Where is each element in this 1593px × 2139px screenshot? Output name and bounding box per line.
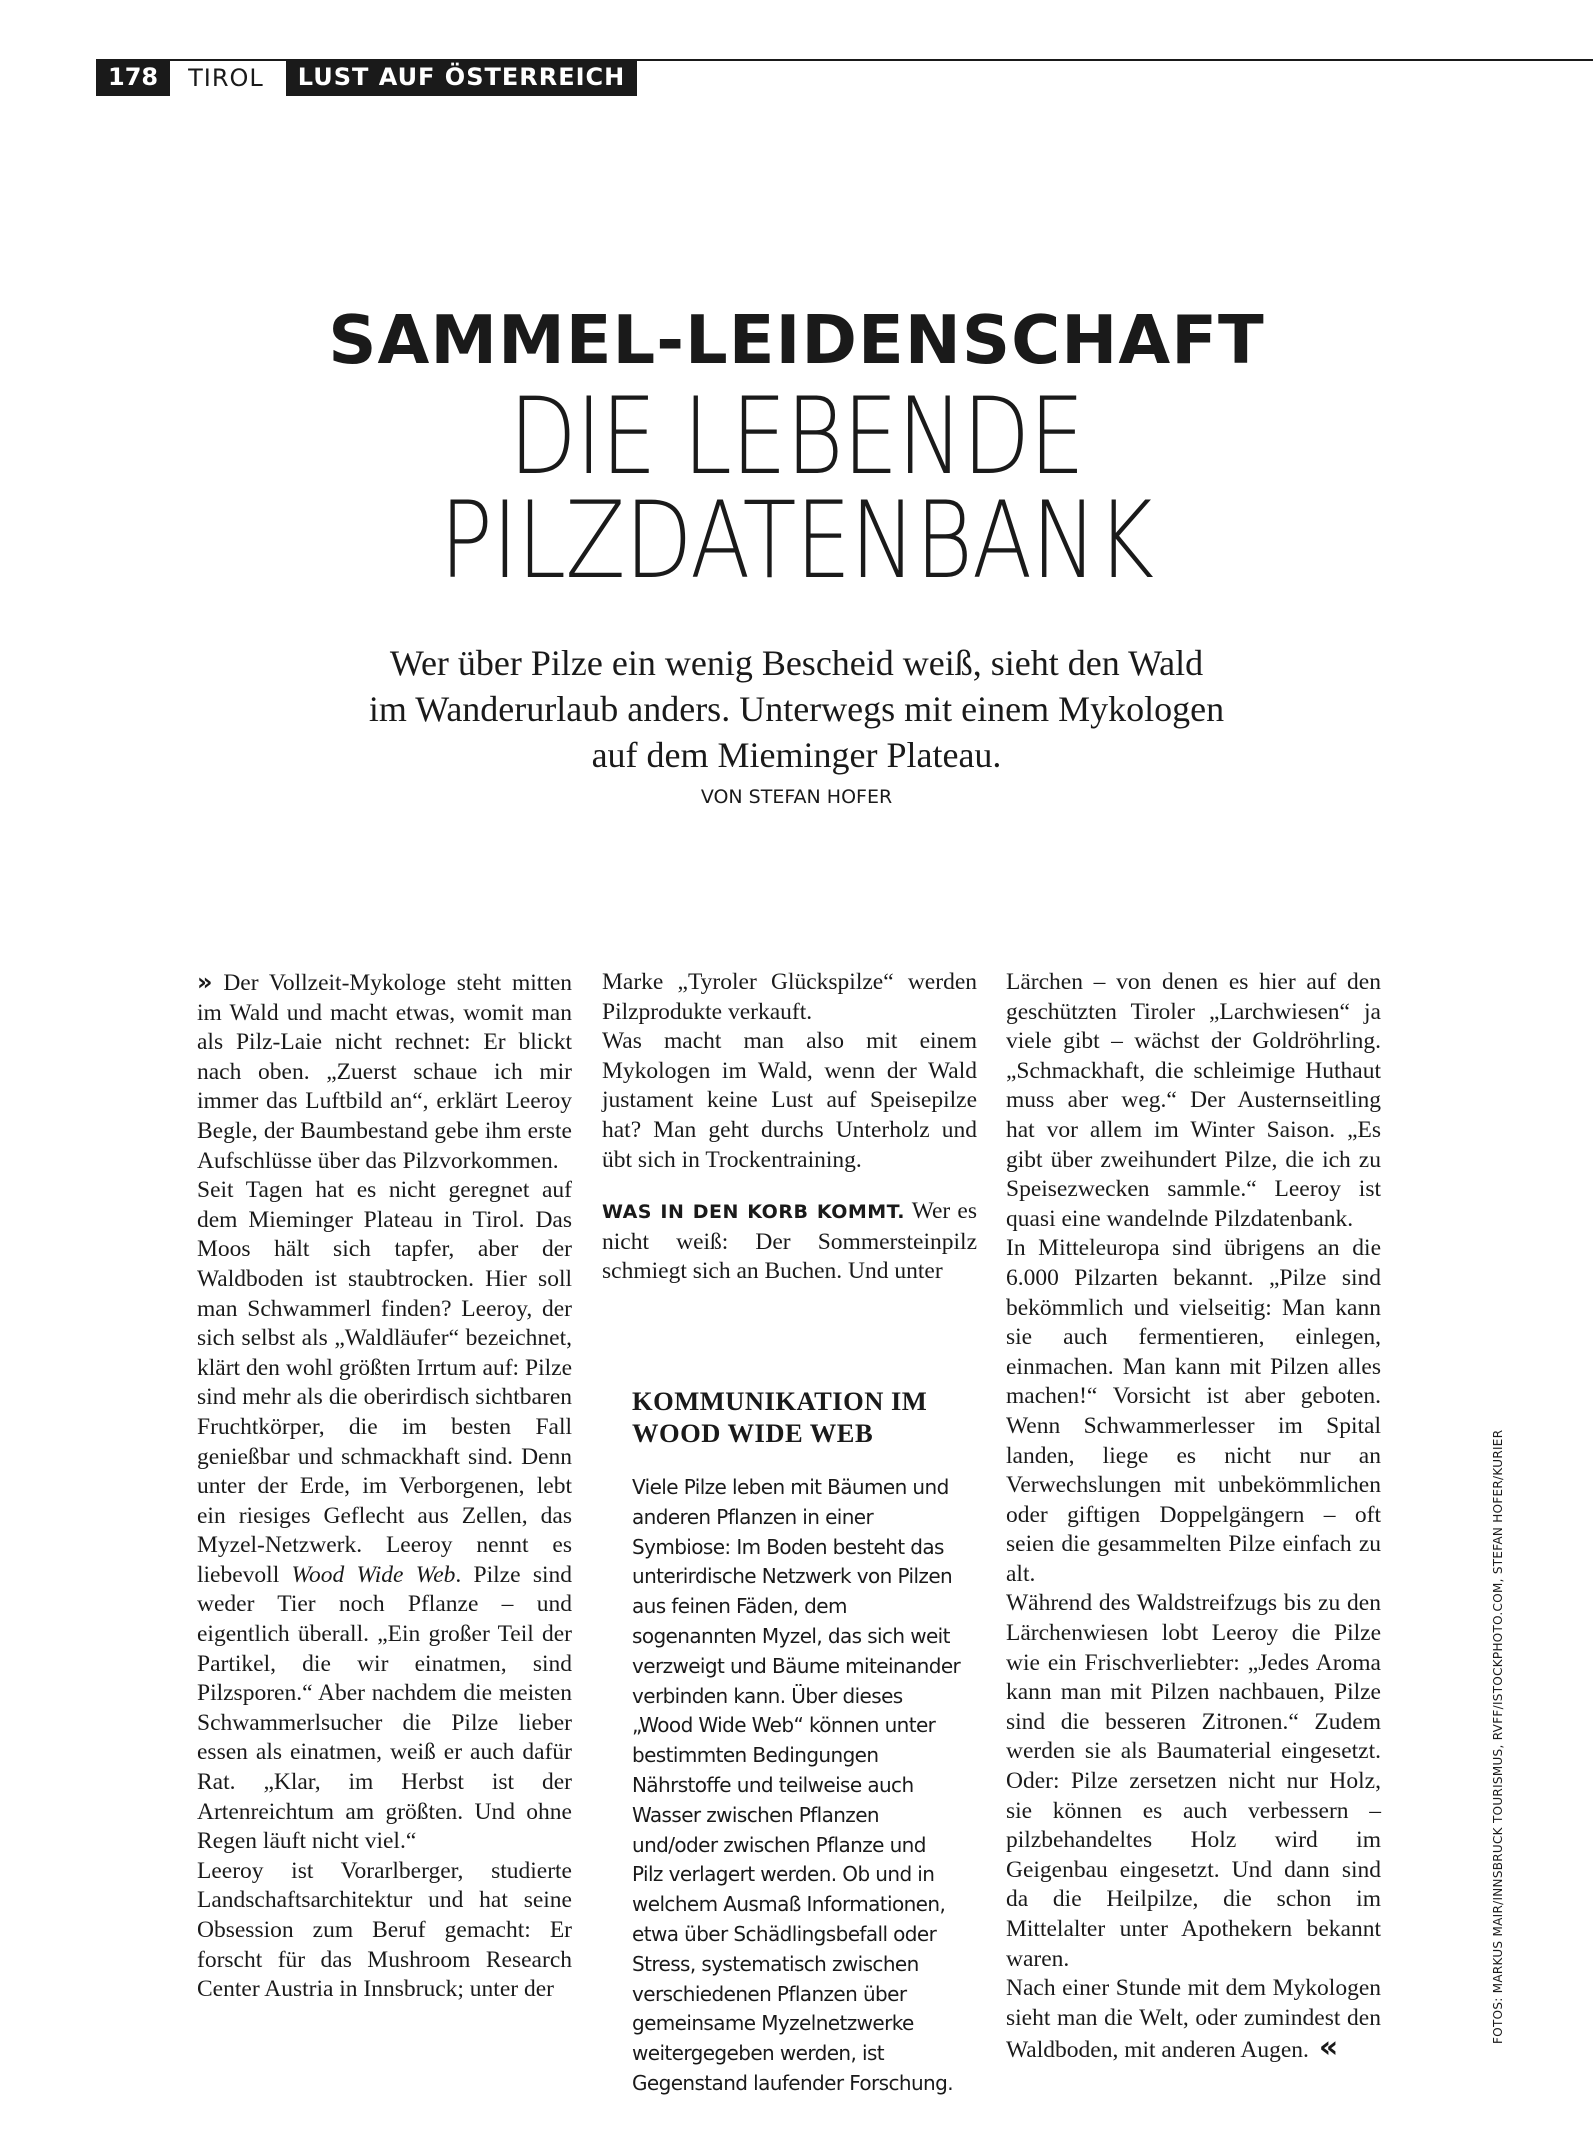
section-label: TIROL: [188, 63, 264, 92]
paragraph: In Mitteleuropa sind übrigens an die 6.000 Pilzarten bekannt. „Pilze sind bekömmlich und vielseitig: Man kann sie auch fermentieren, einlegen, einmachen. Man kann mit Pilzen alles machen!“ Vorsicht ist aber geboten. Wenn Schwammerlesser im Spital landen, liege es nicht nur an Verwechslungen mit unbekömmlichen oder giftigen Doppelgängern – oft seien die gesammelten Pilze einfach zu alt.: [1006, 1235, 1381, 1587]
paragraph: [197, 1176, 572, 1857]
quote-open-mark: »: [197, 968, 213, 996]
paragraph: [1006, 1974, 1381, 2066]
paragraph: Was macht man also mit einem Mykologen im Wald, wenn der Wald justament keine Lust auf Speisepilze hat? Man geht durchs Unterholz und übt sich in Trockentraining.: [602, 1028, 977, 1173]
column-3: [1006, 968, 1381, 2066]
kicker: SAMMEL-LEIDENSCHAFT: [328, 301, 1265, 379]
series-label: LUST AUF ÖSTERREICH: [286, 59, 637, 96]
paragraph-text: Nach einer Stunde mit dem Mykologen sieht man die Welt, oder zumindest den Waldboden, mit anderen Augen.: [1006, 1975, 1381, 2064]
paragraph-text: . Pilze sind weder Tier noch Pflanze – und eigentlich überall. „Ein großer Teil der Partikel, die wir einatmen, sind Pilzsporen.“ Aber nachdem die meisten Schwammerlsucher die Pilze lieber essen als einatmen, weiß er auch dafür Rat. „Klar, im Herbst ist der Artenreichtum am größten. Und ohne Regen läuft nicht viel.“: [197, 1561, 572, 1855]
paragraph-text: Seit Tagen hat es nicht geregnet auf dem Mieminger Plateau in Tirol. Das Moos hält sich tapfer, aber der Waldboden ist staubtrocken. Hier soll man Schwammerl finden? Leeroy, der sich selbst als „Waldläufer“ bezeichnet, klärt den wohl größten Irrtum auf: Pilze sind mehr als die oberirdisch sichtbaren Fruchtkörper, die im besten Fall genießbar und schmackhaft sind. Denn unter der Erde, im Verborgenen, lebt ein riesiges Geflecht aus Zellen, das Myzel-Netzwerk. Leeroy nennt es liebevoll: [197, 1177, 572, 1588]
photo-credit: FOTOS: MARKUS MAIR/INNSBRUCK TOURISMUS, RVFF/ISTOCKPHOTO.COM, STEFAN HOFER/KURIER: [1491, 1429, 1505, 2044]
lead-line-3: auf dem Mieminger Plateau.: [591, 735, 1002, 775]
info-box: [632, 1385, 962, 2099]
info-box-title-line-2: WOOD WIDE WEB: [632, 1418, 874, 1448]
info-box-title: [632, 1385, 962, 1449]
subheading: WAS IN DEN KORB KOMMT.: [602, 1201, 905, 1224]
lead-paragraph: [300, 640, 1293, 778]
paragraph: Marke „Tyroler Glückspilze“ werden Pilzprodukte verkauft.: [602, 969, 977, 1025]
page-header: [96, 59, 637, 96]
info-box-text: Viele Pilze leben mit Bäumen und anderen Pflanzen in einer Symbiose: Im Boden besteht das unterirdische Netzwerk von Pilzen aus feinen Fäden, dem sogenannten Myzel, das sich weit verzweigt und Bäume miteinander verbinden kann. Über dieses „Wood Wide Web“ können unter bestimmten Bedingungen Nährstoffe und teilweise auch Wasser zwischen Pflanzen und/oder zwischen Pflanze und Pilz verlagert werden. Ob und in welchem Ausmaß Informationen, etwa über Schädlingsbefall oder Stress, systematisch zwischen verschiedenen Pflanzen über gemeinsame Myzelnetzwerke weitergegeben werden, ist Gegenstand laufender Forschung.: [632, 1475, 961, 2095]
column-1: [197, 968, 572, 2005]
headline-line-2: PILZDATENBANK: [439, 479, 1154, 602]
lead-line-1: Wer über Pilze ein wenig Bescheid weiß, sieht den Wald: [389, 643, 1204, 683]
paragraph: [602, 1197, 977, 1287]
paragraph-gap: [602, 1175, 977, 1197]
headline: [0, 375, 1593, 602]
emphasis-text: Wood Wide Web: [291, 1561, 456, 1588]
page-number: 178: [96, 59, 170, 96]
paragraph: Lärchen – von denen es hier auf den geschützten Tiroler „Larchwiesen“ ja viele gibt – wächst der Goldröhrling. „Schmackhaft, die schleimige Huthaut muss aber weg.“ Der Austernseitling hat vor allem im Winter Saison. „Es gibt über zweihundert Pilze, die ich zu Speisezwecken sammle.“ Leeroy ist quasi eine wandelnde Pilzdatenbank.: [1006, 969, 1381, 1232]
paragraph: [197, 968, 572, 1176]
headline-line-1: DIE LEBENDE: [508, 375, 1085, 498]
info-box-title-line-1: KOMMUNIKATION IM: [632, 1386, 928, 1416]
paragraph: Leeroy ist Vorarlberger, studierte Landschaftsarchitektur und hat seine Obsession zum Beruf gemacht: Er forscht für das Mushroom Research Center Austria in Innsbruck; unter der: [197, 1857, 572, 2003]
quote-close-mark: «: [1318, 2030, 1339, 2066]
paragraph-text: Wer es nicht weiß: Der Sommersteinpilz schmiegt sich an Buchen. Und unter: [602, 1198, 977, 1285]
paragraph: Während des Waldstreifzugs bis zu den Lärchenwiesen lobt Leeroy die Pilze wie ein Frischverliebter: „Jedes Aroma kann man mit Pilzen nachbauen, Pilze sind die besseren Zitronen.“ Zudem werden sie als Baumaterial eingesetzt. Oder: Pilze zersetzen nicht nur Holz, sie können es auch verbessern – pilzbehandeltes Holz wird im Geigenbau eingesetzt. Und dann sind da die Heilpilze, die schon im Mittelalter unter Apothekern bekannt waren.: [1006, 1590, 1381, 1972]
lead-line-2: im Wanderurlaub anders. Unterwegs mit einem Mykologen: [368, 689, 1225, 729]
column-2: [602, 968, 977, 1287]
byline: VON STEFAN HOFER: [700, 786, 893, 808]
paragraph-text: Der Vollzeit-Mykologe steht mitten im Wald und macht etwas, womit man als Pilz-Laie nicht rechnet: Er blickt nach oben. „Zuerst schaue ich mir immer das Luftbild an“, erklärt Leeroy Begle, der Baumbestand gebe ihm erste Aufschlüsse über das Pilzvorkommen.: [197, 970, 572, 1174]
